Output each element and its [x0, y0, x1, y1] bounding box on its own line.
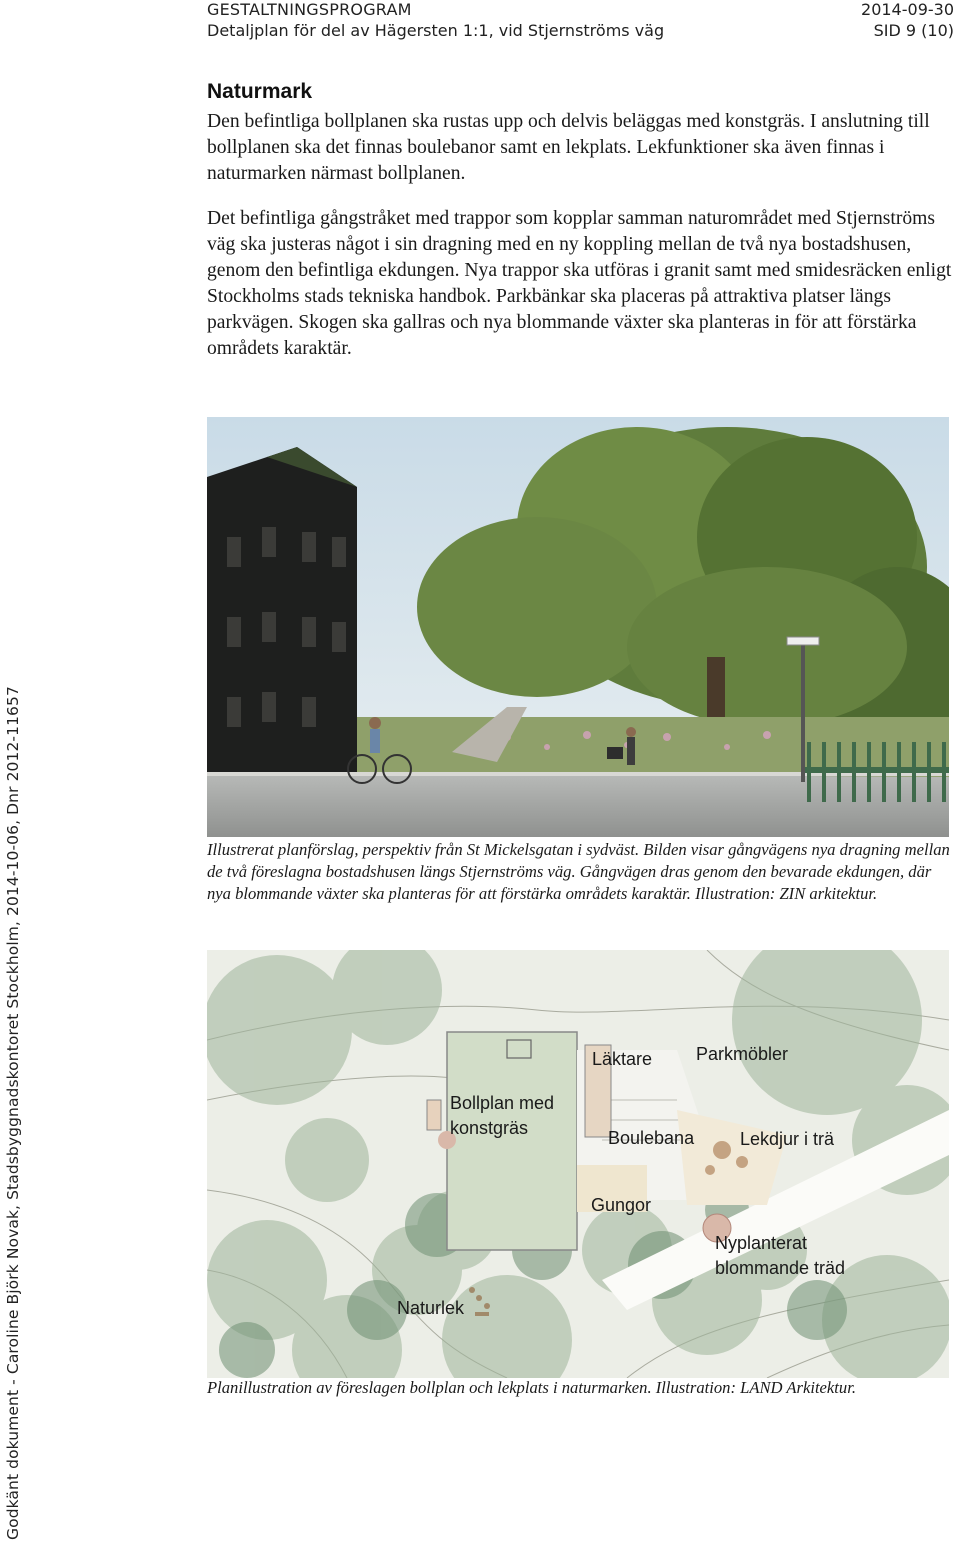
label-bollplan-2: konstgräs — [450, 1118, 529, 1138]
label-lekdjur: Lekdjur i trä — [740, 1129, 835, 1149]
document-title: GESTALTNINGSPROGRAM — [207, 0, 412, 19]
paragraph: Den befintliga bollplanen ska rustas upp och delvis beläggas med konstgräs. I anslutning till bollplanen ska det finnas boulebanor samt en lekplats. Lekfunktioner ska även finnas i naturmarken närmast bollplanen. — [207, 111, 930, 184]
label-laktare: Läktare — [592, 1049, 653, 1069]
approval-stamp: Godkänt dokument - Caroline Björk Novak, Stadsbyggnadskontoret Stockholm, 2014-10-06, Dnr 2012-11657 — [4, 686, 22, 1540]
page-number: SID 9 (10) — [873, 21, 954, 40]
label-naturlek: Naturlek — [397, 1298, 465, 1318]
plan-illustration — [207, 950, 949, 1378]
label-nyplanterat-1: Nyplanterat — [715, 1233, 808, 1253]
document-date: 2014-09-30 — [861, 0, 954, 19]
document-subtitle: Detaljplan för del av Hägersten 1:1, vid Stjernströms väg — [207, 21, 665, 40]
label-bollplan-1: Bollplan med — [450, 1093, 555, 1113]
figure-caption: Illustrerat planförslag, perspektiv från St Mickelsgatan i sydväst. Bilden visar gångvägens nya dragning mellan de två föreslagna bostadshusen längs Stjernströms väg. Gångvägen dras genom den bevarade ekdungen, där nya blommande växter ska planteras för att förstärka områdets karaktär. Illustration: ZIN arkitektur. — [207, 840, 950, 903]
perspective-illustration — [207, 417, 949, 837]
label-gungor: Gungor — [591, 1195, 652, 1215]
paragraph: Det befintliga gångstråket med trappor som kopplar samman naturområdet med Stjernströms väg ska justeras något i sin dragning med en ny koppling mellan de två nya bostadshusen, genom den befintliga ekdungen. Nya trappor ska utföras i granit samt med smidesräcken enligt Stockholms stads tekniska handbok. Parkbänkar ska placeras på attraktiva platser längs parkvägen. Skogen ska gallras och nya blommande växter ska planteras in för att förstärka områdets karaktär. — [207, 208, 952, 359]
label-nyplanterat-2: blommande träd — [715, 1258, 846, 1278]
figure-caption: Planillustration av föreslagen bollplan och lekplats i naturmarken. Illustration: LAND Arkitektur. — [207, 1378, 856, 1397]
section-heading: Naturmark — [207, 80, 313, 103]
label-boulebana: Boulebana — [608, 1128, 695, 1148]
label-parkmobler: Parkmöbler — [696, 1044, 789, 1064]
